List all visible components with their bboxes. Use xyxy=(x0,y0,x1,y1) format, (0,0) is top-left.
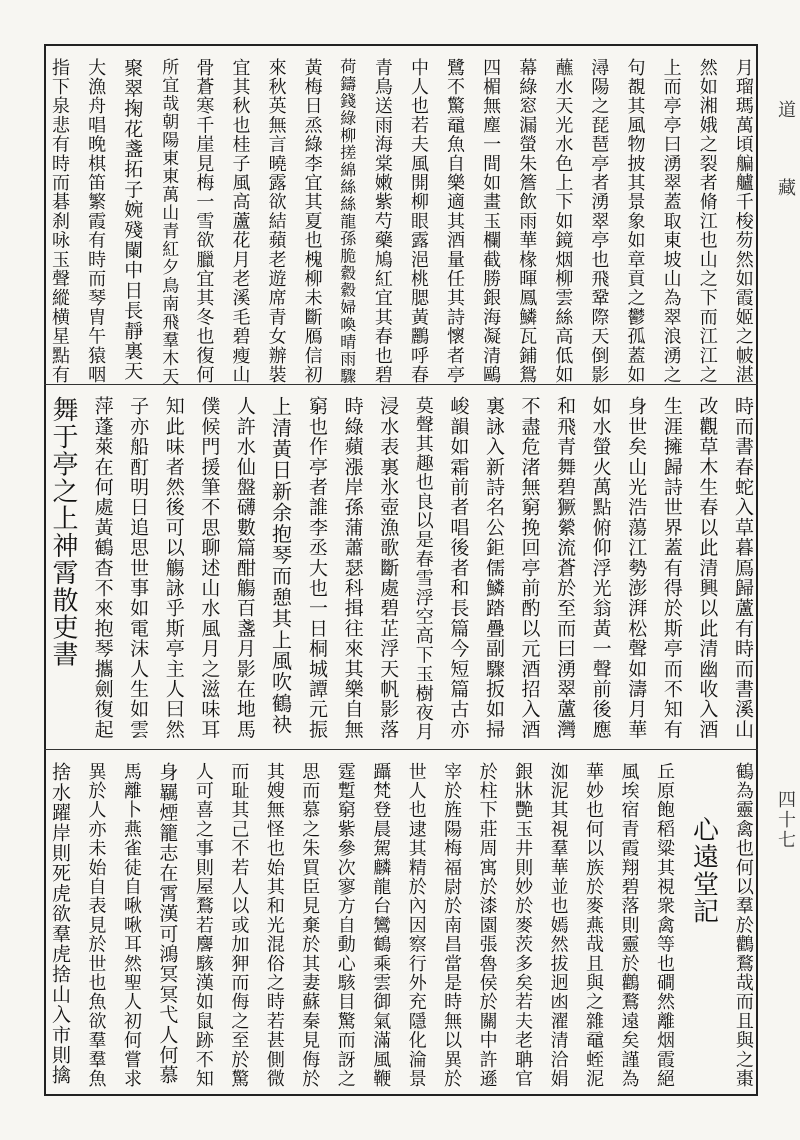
text-column: 身羈煙籠志在霄漢可鴻冥冥弋人何慕 xyxy=(156,762,179,1086)
text-column: 子亦船酊明日追思世事如電沫人生如雲 xyxy=(127,396,150,740)
text-column: 風埃宿青霞翔碧落則靈於鸛鶩遠矣謹為 xyxy=(618,762,640,1089)
text-column: 指下泉悲有時而碁刹咏玉聲縱横星點有 xyxy=(49,58,70,385)
section-1 xyxy=(46,58,756,386)
text-column: 如水螢火萬點俯仰浮光翁黃一聲前後應 xyxy=(589,396,612,740)
text-column: 青鳥送雨海棠嫩紫芍藥鳩紅宜其春也碧 xyxy=(371,58,393,385)
text-column: 丘原飽稻粱其視衆禽等也磵然離烟霞絕 xyxy=(653,762,675,1089)
text-column: 世人也逮其精於內因察行外充隱化淪景 xyxy=(405,762,427,1089)
text-column: 骨蒼寒千崖見梅一雪欲臘宜其冬也復何 xyxy=(193,58,215,385)
text-column: 浸水表裏氷壺漁歌斷處碧芷浮天帆影落 xyxy=(377,396,400,740)
text-column: 身世矣山光浩蕩江勢澎湃松聲如濤月華 xyxy=(625,396,648,740)
text-column: 思而慕之朱買臣見棄於其妻蘇秦見侮於 xyxy=(299,762,321,1089)
margin-collection-label: 道 xyxy=(775,100,796,120)
text-column: 大漁舟唱晚棋笛繁霞有時而琴胄午猿咽 xyxy=(85,58,107,385)
text-column: 僕候門援筆不思聊述山水風月之滋味耳 xyxy=(198,396,221,740)
text-column: 馬離卜燕雀徒自啾啾耳然聖人初何嘗求 xyxy=(120,762,142,1089)
text-column: 生涯擁歸詩世界蓋有得於斯亭而不知有 xyxy=(660,396,683,740)
text-column: 時綠蘋漲岸孫蒲蕭瑟科揖往來其樂自無 xyxy=(341,396,364,740)
text-column: 蘸水天光水色上下如鏡烟柳雲絲高低如 xyxy=(552,58,574,385)
margin-folio-number: 四十七 xyxy=(775,790,796,850)
text-column: 人可喜之事則屋鶩若麐駭漢如鼠跡不知 xyxy=(192,762,214,1089)
text-column: 時而書春蛇入草暮鳫歸蘆有時而書溪山 xyxy=(731,396,754,740)
text-column: 宰於旌陽梅福尉於南昌當是時無以異於 xyxy=(441,762,463,1089)
text-column: 中人也若夫風開柳眼露浥桃腮黃鸝呼春 xyxy=(407,58,429,385)
text-column: 霆蹔窮紫參次寥方自動心駭目驚而訝之 xyxy=(334,762,356,1089)
text-column: 萍蓬萊在何處黃鶴杳不來抱琴攜劍復起 xyxy=(91,396,114,740)
text-column: 鶴為靈禽也何以羣於鸛鶩哉而且與之棗 xyxy=(732,762,754,1089)
text-column: 所宜哉朝陽東東萬山青紅夕鳥南飛羣木天 xyxy=(158,58,179,386)
text-column: 峻韻如霜前者唱後者和長篇今短篇古亦 xyxy=(447,396,470,740)
text-column: 上清黃日新余抱琴而憩其上風吹鶴袂 xyxy=(268,396,293,736)
text-column: 潯陽之琵琶亭者湧翠亭也飛鞏際天倒影 xyxy=(588,58,610,385)
text-column: 不盡危渚無窮挽回亭前酌以元酒招入酒 xyxy=(518,396,541,740)
text-column: 然如湘娥之裂者脩江也山之下而江江之 xyxy=(696,58,718,385)
text-column: 莫聲其趣也良以是春雪浮空高下玉樹夜月 xyxy=(412,396,434,742)
text-column: 改觀草木生春以此清興以此清幽收入酒 xyxy=(696,396,719,740)
text-column: 捨水躍岸則死虎欲羣虎捨山入市則擒 xyxy=(49,762,71,1086)
text-column: 銀牀艷玉井則妙於麥茨多矣若夫老聃官 xyxy=(512,762,534,1089)
text-column: 洳泥其視羣華並也嫣然拔迥凼濯清洽娟 xyxy=(547,762,569,1089)
text-column: 黃梅日烝綠李宜其夏也槐柳未斷鴈信初 xyxy=(301,58,323,385)
text-column: 句覩其風物披其景象如章貢之鬱孤蓋如 xyxy=(624,58,646,385)
text-column: 鷺不驚黿魚自樂適其酒量任其詩懷者亭 xyxy=(444,58,466,385)
text-column: 而耻其己不若人以或加狎而侮之至於驚 xyxy=(228,762,250,1089)
text-column: 窮也作亭者誰李丞大也一日桐城譚元振 xyxy=(306,396,329,740)
text-column: 其嫂無怪也始其和光混俗之時若甚側微 xyxy=(263,762,285,1089)
section-divider-2 xyxy=(44,749,758,750)
text-column: 華妙也何以族於麥燕哉且與之雜黿蛭泥 xyxy=(583,762,605,1089)
text-column: 上而亭亭曰湧翠蓋取東坡山為翠浪湧之 xyxy=(660,58,682,385)
margin-division-label: 藏 xyxy=(775,178,796,198)
text-column: 幕綠窓漏螢朱簷飲雨華椽暉鳳鱗瓦鋪鴛 xyxy=(516,58,538,385)
section-2 xyxy=(46,396,756,742)
section-heading: 心遠堂記 xyxy=(688,816,719,925)
text-column: 於柱下莊周寓於漆園張魯侯於關中許遜 xyxy=(476,762,498,1089)
text-column: 異於人亦未始自表見於世也魚欲羣羣魚 xyxy=(85,762,107,1089)
text-column: 人許水仙盤礴數篇酣觴百盞月影在地馬 xyxy=(233,396,256,740)
section-divider-1 xyxy=(44,384,758,385)
text-column: 舞于亭之上神霄散吏書 xyxy=(48,396,78,668)
text-column: 來秋英無言曉露欲結蘋老遊席青女辦裝 xyxy=(265,58,287,385)
text-column: 和飛青舞碧獗縈流蒼於至而曰湧翠蘆灣 xyxy=(554,396,577,740)
text-column: 聚翠掬花盞拓子婉殘闌中日長靜裏天 xyxy=(121,58,144,382)
text-column: 月瑠瑪萬頃艑艫千梭芴然如霞姬之帔湛 xyxy=(732,58,754,385)
text-column: 宜其秋也桂子風高蘆花月老溪毛碧瘦山 xyxy=(229,58,251,385)
text-column: 知此味者然後可以觴詠乎斯亭主人曰然 xyxy=(162,396,185,740)
text-column: 躡梵登晨駕麟龍台鸞鶴乘雲御氣滿風鞭 xyxy=(370,762,392,1089)
text-column: 荷鑄錢綠柳搓綿絲絲龍孫脆縠縠婦喚晴雨驟 xyxy=(337,58,357,385)
text-column: 四楣無塵一間如畫玉欄截勝銀海凝清鷗 xyxy=(480,58,502,385)
text-column: 裏詠入新詩名公鉅儒鱗踏疊副驟扳如掃 xyxy=(482,396,505,740)
section-3 xyxy=(46,762,756,1088)
